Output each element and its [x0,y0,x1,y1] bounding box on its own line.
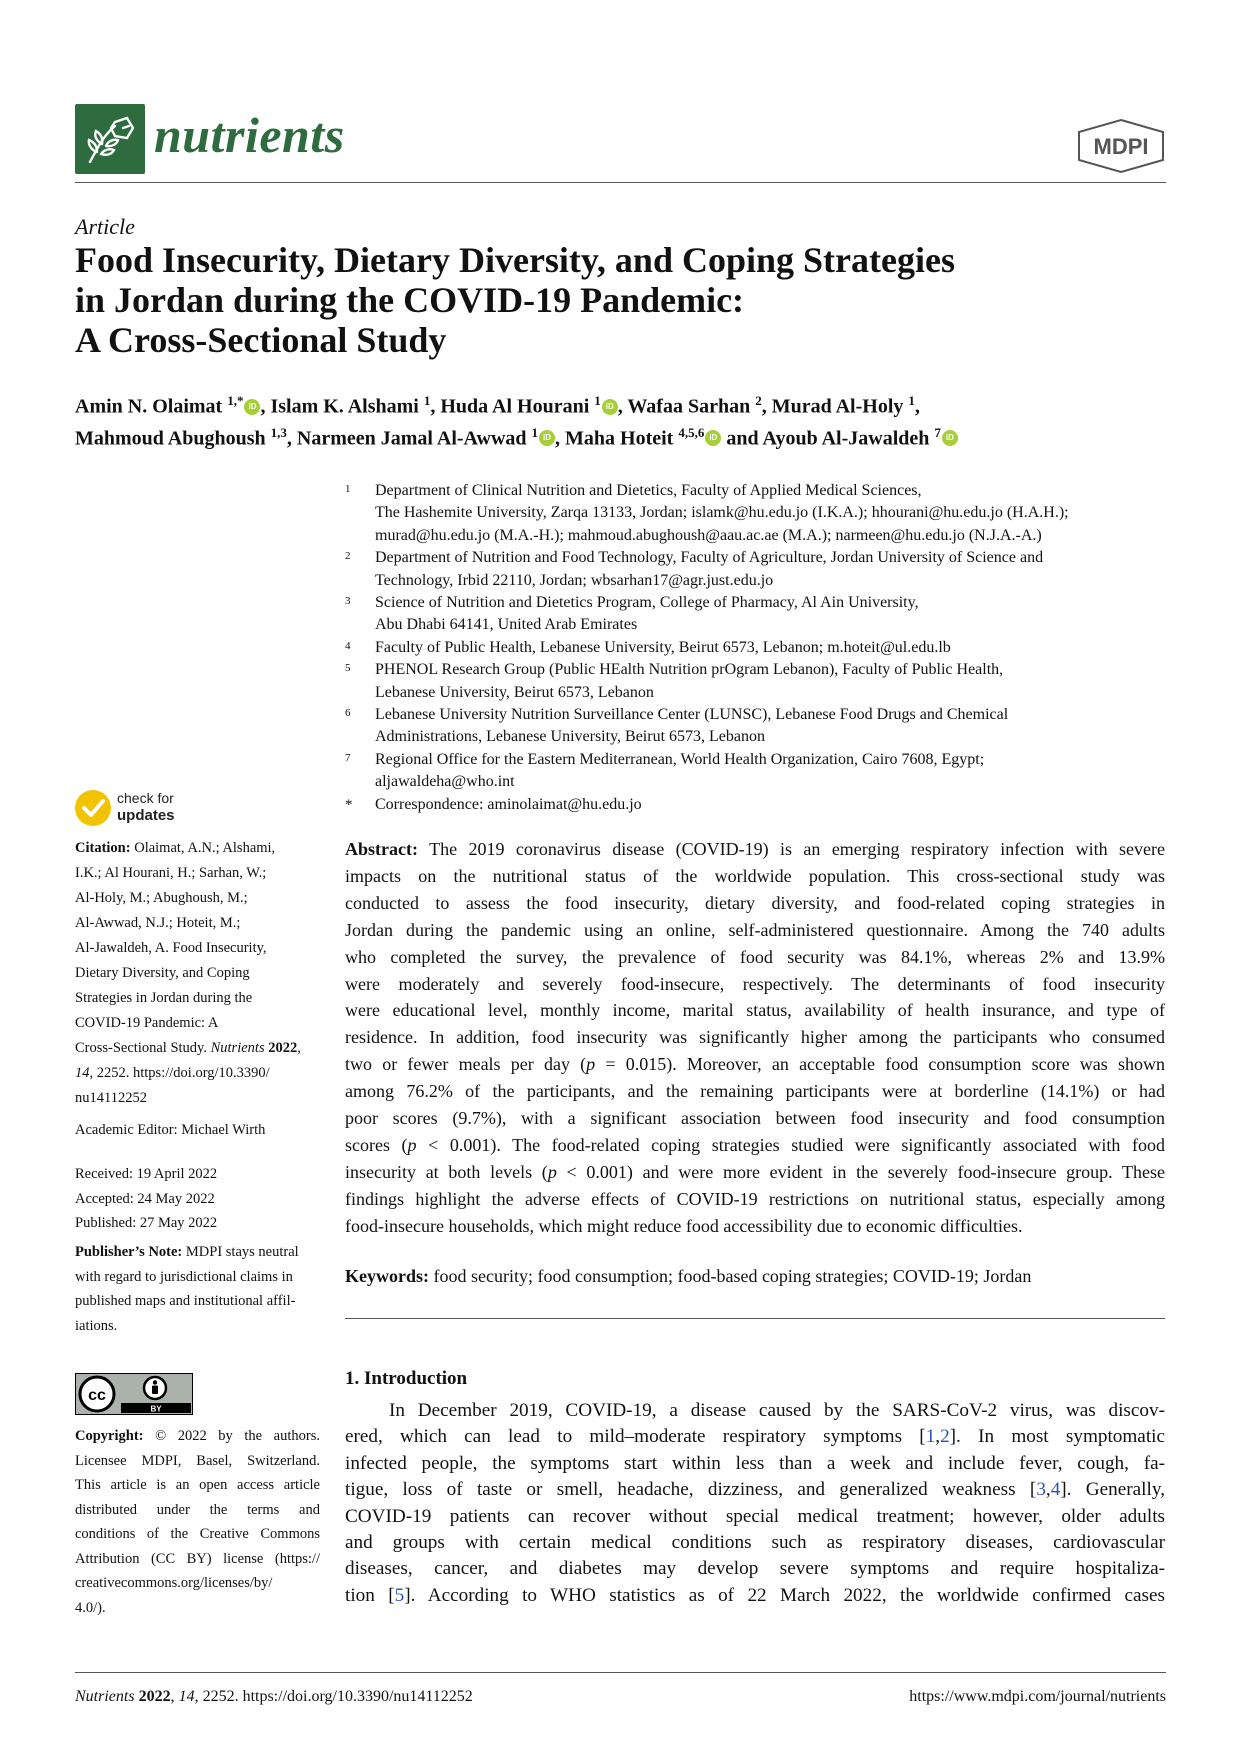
affiliation-item [345,547,1165,592]
citation-journal: Nutrients [210,1040,265,1056]
body-line: infected people, the symptoms start within less than a week and include fever, cough, fa- [345,1452,1165,1474]
publisher-note-line: with regard to jurisdictional claims in [75,1268,293,1285]
citation-block [75,836,325,1111]
body-line: tigue, loss of taste or smell, headache, dizziness, and generalized weakness [3,4]. Generally, [345,1479,1165,1501]
copyright-line: Licensee MDPI, Basel, Switzerland. [75,1452,320,1469]
citation-doi-link[interactable]: , 2252. https://doi.org/10.3390/ [89,1065,270,1081]
body-line: and groups with certain medical conditions such as respiratory diseases, cardiovascular [345,1532,1165,1554]
body-line [345,1583,1165,1609]
orcid-icon[interactable]: iD [942,430,958,446]
affiliation-line: aljawaldeha@who.int [375,773,515,791]
published-date: Published: 27 May 2022 [75,1215,218,1231]
author-affiliation-sup: 2 [755,393,762,408]
abstract-line: findings highlight the adverse effects of COVID-19 restrictions on nutritional status, especially among [345,1188,1165,1209]
abstract-text: insecurity at both levels ( [345,1161,548,1182]
citation-line: Al-Holy, M.; Abughoush, M.; [75,890,248,906]
abstract-text: two or fewer meals per day ( [345,1054,587,1075]
accepted-date: Accepted: 24 May 2022 [75,1190,215,1207]
affiliation-number: 3 [345,595,351,608]
copyright-line: distributed under the terms and [75,1501,320,1518]
abstract-line: Jordan during the pandemic using an online, self-administered questionnaire. Among the 740 adults [345,919,1165,940]
affiliation-line: PHENOL Research Group (Public HEalth Nutrition prOgram Lebanon), Faculty of Public Health, [375,661,1004,679]
mdpi-logo-icon [1075,118,1167,174]
publication-dates [75,1162,217,1236]
author-separator: , [430,395,441,418]
footer-journal: Nutrients [75,1688,135,1705]
affiliation-number: 1 [345,483,351,495]
cc-icon: cc [88,1387,106,1404]
body-text: ]. Generally, [1060,1479,1165,1501]
copyright-line: Attribution (CC BY) license (https:// [75,1550,320,1567]
affiliation-item [345,592,1165,637]
citation-label: Citation: [75,840,131,856]
affiliation-item [345,659,1165,704]
affiliation-line: Administrations, Lebanese University, Beirut 6573, Lebanon [375,728,765,746]
checkmark-icon [75,790,111,826]
author-name: Amin N. Olaimat [75,395,223,418]
body-text: ]. In most symptomatic [949,1426,1166,1448]
abstract-line [345,836,1165,863]
abstract-line [345,1132,1165,1159]
copyright-line: This article is an open access article [75,1477,320,1493]
body-line: COVID-19 patients can recover without special medical treatment; however, older adults [345,1505,1165,1527]
author-separator: , [761,395,772,418]
citation-link[interactable]: 1 [925,1426,936,1448]
cc-by-license-badge[interactable] [75,1373,193,1415]
citation-text: Olaimat, A.N.; Alshami, [134,840,276,856]
author-affiliation-sup: 1 [594,393,601,408]
abstract [345,836,1165,1240]
body-line: diseases, cancer, and diabetes may develop severe symptoms and require hospitaliza- [345,1558,1165,1580]
copyright-block [75,1424,320,1620]
abstract-label: Abstract: [345,839,418,859]
author-name: Islam K. Alshami [270,395,419,418]
citation-line: Al-Awwad, N.J.; Hoteit, M.; [75,915,241,931]
author-separator: , [286,427,297,450]
article-type: Article [75,214,135,239]
affiliation-number: * [345,796,353,813]
author-list [75,388,1165,451]
section-divider [345,1318,1165,1319]
body-text: ]. According to WHO statistics as of 22 March 2022, the worldwide confirmed cases [404,1584,1165,1606]
citation-text: Cross-Sectional Study. [75,1040,207,1056]
abstract-line: residence. In addition, food insecurity was significantly higher among the participants who consumed [345,1027,1165,1048]
affiliations [345,480,1165,816]
author-separator: , [914,395,920,418]
abstract-line [345,1051,1165,1078]
affiliation-number: 7 [345,751,351,764]
footer-year: 2022 [138,1688,171,1705]
author-separator: and [721,427,763,450]
author-name: Wafaa Sarhan [627,395,751,418]
publisher-note-label: Publisher’s Note: [75,1244,183,1260]
author-affiliation-sup: 7 [934,424,941,440]
keywords-label: Keywords: [345,1266,429,1286]
abstract-line: who completed the survey, the prevalence of food security was 84.1%, whereas 2% and 13.9% [345,946,1165,967]
author-separator: , [617,395,628,418]
check-updates-label-bold: updates [117,807,175,824]
abstract-line: were moderately and severely food-insecure, respectively. The determinants of food insecurity [345,973,1165,994]
introduction-body [345,1398,1165,1609]
publisher-note-line [75,1240,325,1265]
affiliation-number: 2 [345,550,351,563]
citation-line: Cross-Sectional Study. Nutrients 2022, [75,1040,301,1056]
abstract-text: scores ( [345,1134,408,1155]
affiliation-number: 5 [345,662,351,675]
author-affiliation-sup: 1,* [227,393,244,408]
orcid-icon[interactable]: iD [602,399,618,415]
affiliation-line: Lebanese University, Beirut 6573, Lebanon [375,683,654,701]
citation-line: COVID-19 Pandemic: A [75,1015,219,1031]
publisher-note-line: published maps and institutional affil- [75,1293,296,1309]
citation-line [75,1061,325,1086]
body-text: tigue, loss of taste or smell, headache, dizziness, and generalized weakness [ [345,1479,1037,1501]
correspondence-item [345,794,1165,816]
body-text: ered, which can lead to mild–moderate respiratory symptoms [ [345,1426,926,1448]
author-name: Ayoub Al-Jawaldeh [762,427,930,450]
check-updates-label: check for [117,790,174,806]
citation-line: I.K.; Al Hourani, H.; Sarhan, W.; [75,865,267,881]
paper-title [75,240,1115,360]
journal-logo-icon [75,104,145,174]
author-affiliation-sup: 1 [531,424,539,440]
abstract-line: impacts on the nutritional status of the worldwide population. This cross-sectional study was [345,865,1165,886]
abstract-text: The 2019 coronavirus disease (COVID-19) is an emerging respiratory infection with severe [429,839,1165,859]
header-divider [75,182,1166,183]
publisher-note [75,1240,325,1338]
abstract-line: were educational level, monthly income, marital status, availability of health insurance, and type of [345,1000,1165,1021]
author-name: Narmeen Jamal Al-Awwad [296,427,527,450]
body-line: In December 2019, COVID-19, a disease caused by the SARS-CoV-2 virus, was discov- [389,1400,1165,1421]
title-line: Food Insecurity, Dietary Diversity, and Coping Strategies [75,240,955,280]
affiliation-item [345,749,1165,794]
citation-line: Strategies in Jordan during the [75,990,253,1006]
p-value-symbol: p [407,1134,417,1155]
author-line [75,420,1165,452]
author-line [75,388,1165,420]
received-date: Received: 19 April 2022 [75,1166,218,1182]
citation-link[interactable]: 2 [940,1426,950,1448]
footer-journal-url[interactable]: https://www.mdpi.com/journal/nutrients [909,1688,1166,1705]
abstract-text: < 0.001) and were more evident in the severely food-insecure group. These [556,1161,1166,1182]
affiliation-line: The Hashemite University, Zarqa 13133, Jordan; islamk@hu.edu.jo (I.K.A.); hhourani@hu.edu.jo (H.A.H.); [375,504,1069,522]
citation-link[interactable]: 5 [394,1584,405,1606]
footer-citation: Nutrients 2022, 14, 2252. https://doi.org/10.3390/nu14112252 [75,1688,473,1705]
body-text: tion [ [345,1584,395,1606]
affiliation-number: 4 [345,639,351,652]
affiliation-line: Abu Dhabi 64141, United Arab Emirates [375,616,638,634]
abstract-line: conducted to assess the food insecurity, dietary diversity, and food-related coping strategies in [345,892,1165,913]
p-value-symbol: p [547,1161,557,1182]
abstract-text: = 0.015). Moreover, an acceptable food consumption score was shown [595,1054,1165,1075]
abstract-line: food-insecure households, which might reduce food accessibility due to economic difficulties. [345,1215,1023,1236]
affiliation-item [345,704,1165,749]
copyright-label: Copyright: [75,1428,144,1444]
affiliation-item [345,637,1165,659]
citation-line: Al-Jawaldeh, A. Food Insecurity, [75,940,267,956]
academic-editor: Academic Editor: Michael Wirth [75,1122,266,1138]
footer-divider [75,1672,1166,1673]
citation-year: 2022 [268,1040,298,1056]
publisher-note-line: iations. [75,1317,118,1334]
author-affiliation-sup: 1 [908,393,915,408]
footer-doi-link[interactable]: , 2252. https://doi.org/10.3390/nu14112252 [194,1688,473,1705]
p-value-symbol: p [586,1054,596,1075]
copyright-line[interactable]: creativecommons.org/licenses/by/ [75,1575,273,1591]
copyright-line: conditions of the Creative Commons [75,1526,320,1542]
abstract-line: poor scores (9.7%), with a significant association between food insecurity and food consumption [345,1108,1165,1129]
author-separator: , [555,427,566,450]
title-line: A Cross-Sectional Study [75,320,447,360]
orcid-icon[interactable]: iD [539,430,555,446]
check-for-updates-button[interactable] [75,790,195,828]
copyright-text: © 2022 by the authors. [155,1428,320,1444]
title-line: in Jordan during the COVID-19 Pandemic: [75,280,745,320]
citation-line: Dietary Diversity, and Coping [75,965,250,981]
copyright-line [75,1424,320,1449]
by-label: BY [150,1404,162,1414]
orcid-icon[interactable]: iD [705,430,721,446]
abstract-text: < 0.001). The food-related coping strategies studied were significantly associated with food [416,1134,1165,1155]
author-name: Murad Al-Holy [771,395,904,418]
author-name: Huda Al Hourani [440,395,590,418]
affiliation-item [345,480,1165,547]
section-heading: 1. Introduction [345,1368,468,1389]
citation-volume: 14 [75,1065,90,1081]
citation-line [75,836,325,861]
citation-link[interactable]: 4 [1050,1479,1061,1501]
citation-line[interactable]: nu14112252 [75,1090,147,1106]
orcid-icon[interactable]: iD [244,399,260,415]
affiliation-line: Regional Office for the Eastern Mediterranean, World Health Organization, Cairo 7608, Egypt; [375,750,985,768]
author-affiliation-sup: 4,5,6 [678,424,705,440]
author-separator: , [260,395,271,418]
affiliation-line: Technology, Irbid 22110, Jordan; wbsarhan17@agr.just.edu.jo [375,571,774,589]
correspondence-line: Correspondence: aminolaimat@hu.edu.jo [375,795,642,813]
affiliation-line: Science of Nutrition and Dietetics Program, College of Pharmacy, Al Ain University, [375,594,919,612]
affiliation-line: murad@hu.edu.jo (M.A.-H.); mahmoud.abughoush@aau.ac.ae (M.A.); narmeen@hu.edu.jo (N.J.A.-A.) [375,526,1042,544]
abstract-line: among 76.2% of the participants, and the remaining participants were at borderline (14.1%) or had [345,1081,1165,1102]
footer-volume: 14 [178,1688,195,1705]
affiliation-line: Department of Nutrition and Food Technology, Faculty of Agriculture, Jordan University of Science and [375,549,1044,567]
keywords-text: food security; food consumption; food-based coping strategies; COVID-19; Jordan [433,1266,1032,1286]
affiliation-number: 6 [345,707,351,720]
keywords [345,1266,1165,1287]
mdpi-logo-text: MDPI [1093,134,1149,159]
copyright-line: 4.0/). [75,1599,106,1616]
author-name: Mahmoud Abughoush [75,427,266,450]
journal-name: nutrients [154,107,345,163]
publisher-note-text: MDPI stays neutral [185,1244,299,1260]
author-affiliation-sup: 1 [423,393,431,408]
body-line: ered, which can lead to mild–moderate respiratory symptoms [1,2]. In most symptomatic [345,1426,1166,1448]
author-name: Maha Hoteit [565,427,674,450]
affiliation-line: Lebanese University Nutrition Surveillance Center (LUNSC), Lebanese Food Drugs and Chemical [375,706,1009,724]
affiliation-line: Faculty of Public Health, Lebanese University, Beirut 6573, Lebanon; m.hoteit@ul.edu.lb [375,638,951,656]
author-affiliation-sup: 1,3 [270,424,287,440]
affiliation-line: Department of Clinical Nutrition and Dietetics, Faculty of Applied Medical Sciences, [375,482,922,499]
abstract-line [345,1159,1165,1186]
citation-link[interactable]: 3 [1036,1479,1046,1501]
